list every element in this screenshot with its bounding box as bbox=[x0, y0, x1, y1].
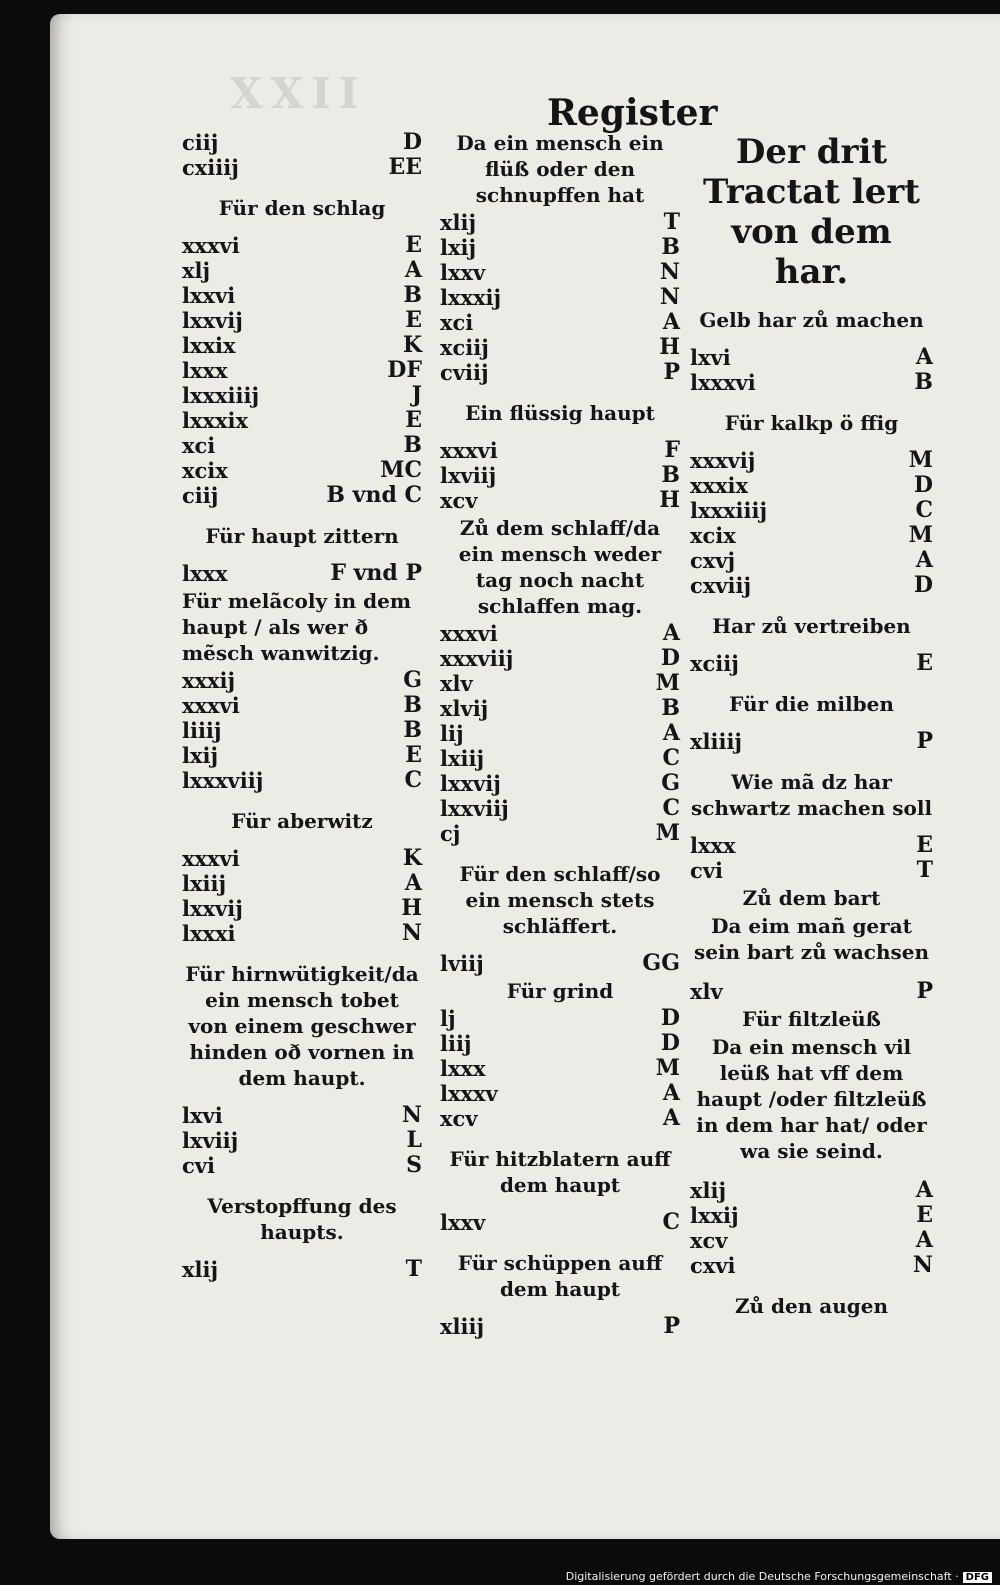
register-entry bbox=[440, 746, 680, 771]
section-letter: M bbox=[908, 522, 933, 548]
section-letter: C bbox=[404, 767, 422, 793]
section-letter: B bbox=[403, 717, 422, 743]
register-entry bbox=[690, 498, 933, 523]
section-letter: N bbox=[659, 259, 680, 285]
register-heading: Da eim mañ gerat sein bart zů wachsen bbox=[693, 914, 930, 964]
register-entry bbox=[440, 821, 680, 846]
register-heading: Der drit Tractat lert von dem har. bbox=[703, 132, 920, 292]
register-entry bbox=[182, 1103, 422, 1128]
register-entry bbox=[182, 846, 422, 871]
folio-number: lxij bbox=[440, 235, 477, 260]
register-entry bbox=[440, 438, 680, 463]
folio-number: lxiij bbox=[440, 746, 485, 771]
section-letter: P bbox=[916, 728, 933, 754]
folio-number: ciij bbox=[182, 483, 219, 508]
folio-number: xcv bbox=[690, 1228, 728, 1253]
folio-number: lxxviij bbox=[440, 796, 509, 821]
folio-number: lxxxvi bbox=[690, 370, 756, 395]
section-letter: T bbox=[663, 209, 680, 235]
register-heading: Für filtzleüß bbox=[742, 1007, 881, 1031]
section-letter: H bbox=[659, 334, 680, 360]
section-letter: N bbox=[401, 920, 422, 946]
folio-number: xxxvi bbox=[440, 621, 498, 646]
section-letter: T bbox=[405, 1256, 422, 1282]
section-letter: A bbox=[662, 1105, 680, 1131]
register-heading: Für haupt zittern bbox=[205, 524, 399, 548]
register-entry bbox=[440, 488, 680, 513]
section-letter: M bbox=[655, 670, 680, 696]
section-letter: D bbox=[660, 645, 680, 671]
section-letter: F bbox=[664, 437, 680, 463]
folio-number: cviij bbox=[440, 360, 489, 385]
register-heading: Für hitzblatern auff dem haupt bbox=[449, 1147, 671, 1197]
register-entry bbox=[182, 458, 422, 483]
folio-number: xciij bbox=[690, 651, 739, 676]
page-title: Register bbox=[547, 92, 718, 134]
register-entry bbox=[440, 1006, 680, 1031]
register-entry bbox=[440, 463, 680, 488]
folio-number: cxvi bbox=[690, 1253, 736, 1278]
register-heading: Gelb har zů machen bbox=[699, 308, 924, 332]
register-entry bbox=[182, 1153, 422, 1178]
folio-number: xlj bbox=[182, 258, 211, 283]
register-entry bbox=[690, 858, 933, 883]
register-entry bbox=[182, 383, 422, 408]
section-letter: E bbox=[405, 742, 422, 768]
register-entry bbox=[182, 693, 422, 718]
folio-number: lxxxiiij bbox=[690, 498, 768, 523]
register-entry bbox=[690, 370, 933, 395]
register-heading: Har zů vertreiben bbox=[712, 614, 911, 638]
register-entry bbox=[440, 285, 680, 310]
register-entry bbox=[182, 1257, 422, 1282]
folio-number: xcv bbox=[440, 1106, 478, 1131]
folio-number: cvi bbox=[182, 1153, 215, 1178]
register-heading: Für den schlaff/so ein mensch stets schläffert. bbox=[459, 862, 661, 938]
register-heading: Ein flüssig haupt bbox=[465, 401, 655, 425]
folio-number: xliiij bbox=[690, 729, 743, 754]
register-entry bbox=[440, 771, 680, 796]
folio-number: xlij bbox=[690, 1178, 727, 1203]
folio-number: lxxix bbox=[182, 333, 236, 358]
section-letter: A bbox=[915, 344, 933, 370]
folio-number: xci bbox=[182, 433, 216, 458]
section-letter: D bbox=[660, 1005, 680, 1031]
register-heading: Für kalkp ö ffig bbox=[724, 411, 899, 435]
section-letter: P bbox=[916, 978, 933, 1004]
register-entry bbox=[182, 896, 422, 921]
folio-number: cxviij bbox=[690, 573, 752, 598]
folio-number: lxxx bbox=[182, 561, 228, 586]
register-entry bbox=[690, 651, 933, 676]
section-letter: E bbox=[405, 232, 422, 258]
register-entry bbox=[690, 1228, 933, 1253]
folio-number: lxviij bbox=[440, 463, 497, 488]
folio-number: lxvi bbox=[182, 1103, 223, 1128]
folio-number: lxxv bbox=[440, 260, 486, 285]
register-heading: Wie mã dz har schwartz machen soll bbox=[690, 770, 933, 820]
folio-number: cxvj bbox=[690, 548, 736, 573]
register-column-3 bbox=[690, 128, 933, 1331]
folio-number: xlv bbox=[440, 671, 473, 696]
folio-number: lxxv bbox=[440, 1210, 486, 1235]
register-entry bbox=[182, 283, 422, 308]
section-letter: A bbox=[404, 870, 422, 896]
folio-number: xcix bbox=[182, 458, 228, 483]
register-entry bbox=[182, 871, 422, 896]
register-entry bbox=[690, 1203, 933, 1228]
register-heading: Für die milben bbox=[729, 692, 894, 716]
register-heading: Da ein mensch ein flüß oder den schnupffen hat bbox=[456, 131, 664, 207]
section-letter: S bbox=[406, 1152, 422, 1178]
folio-number: liij bbox=[440, 1031, 472, 1056]
register-heading: Für hirnwütigkeit/da ein mensch tobet von einem geschwer hinden oð vornen in dem haupt. bbox=[185, 962, 419, 1090]
bleed-through-text: XXII bbox=[230, 69, 367, 118]
register-entry bbox=[182, 483, 422, 508]
section-letter: A bbox=[662, 309, 680, 335]
folio-number: lxxx bbox=[440, 1056, 486, 1081]
register-entry bbox=[690, 1253, 933, 1278]
section-letter: EE bbox=[388, 154, 422, 180]
section-letter: N bbox=[659, 284, 680, 310]
register-entry bbox=[182, 333, 422, 358]
section-letter: C bbox=[915, 497, 933, 523]
register-entry bbox=[440, 646, 680, 671]
folio-number: cj bbox=[440, 821, 461, 846]
section-letter: A bbox=[915, 1177, 933, 1203]
folio-number: xxxij bbox=[182, 668, 236, 693]
register-heading: Für melãcoly in dem haupt / als wer ð mẽsch wanwitzig. bbox=[182, 589, 412, 665]
register-heading: Für aberwitz bbox=[231, 809, 373, 833]
register-heading: Da ein mensch vil leüß hat vff dem haupt /oder filtzleüß in dem har hat/ oder wa sie seind. bbox=[696, 1035, 927, 1163]
folio-number: xxxvij bbox=[690, 448, 756, 473]
dfg-logo: DFG bbox=[963, 1572, 992, 1583]
folio-number: xxxvi bbox=[182, 693, 240, 718]
register-entry bbox=[690, 345, 933, 370]
folio-number: lxxx bbox=[690, 833, 736, 858]
register-entry bbox=[182, 233, 422, 258]
section-letter: L bbox=[406, 1127, 422, 1153]
section-letter: B bbox=[403, 692, 422, 718]
section-letter: M bbox=[908, 447, 933, 473]
folio-number: xxxvi bbox=[182, 233, 240, 258]
register-entry bbox=[182, 258, 422, 283]
register-entry bbox=[182, 668, 422, 693]
register-entry bbox=[690, 573, 933, 598]
register-entry bbox=[182, 358, 422, 383]
folio-number: lxxxiiij bbox=[182, 383, 260, 408]
register-entry bbox=[440, 210, 680, 235]
register-entry bbox=[182, 921, 422, 946]
register-entry bbox=[182, 768, 422, 793]
register-entry bbox=[440, 235, 680, 260]
folio-number: xcv bbox=[440, 488, 478, 513]
section-letter: B bbox=[403, 432, 422, 458]
register-entry bbox=[690, 729, 933, 754]
register-column-2 bbox=[440, 128, 680, 1339]
section-letter: N bbox=[912, 1252, 933, 1278]
section-letter: D bbox=[913, 472, 933, 498]
folio-number: xcix bbox=[690, 523, 736, 548]
section-letter: A bbox=[662, 620, 680, 646]
section-letter: M bbox=[655, 1055, 680, 1081]
folio-number: xlij bbox=[182, 1257, 219, 1282]
folio-number: lxxvij bbox=[182, 896, 243, 921]
register-entry bbox=[690, 1178, 933, 1203]
section-letter: E bbox=[916, 650, 933, 676]
folio-number: xlij bbox=[440, 210, 477, 235]
section-letter: G bbox=[661, 770, 680, 796]
folio-number: xliij bbox=[440, 1314, 485, 1339]
section-letter: A bbox=[662, 720, 680, 746]
folio-number: cxiiij bbox=[182, 155, 239, 180]
section-letter: B bbox=[661, 695, 680, 721]
folio-number: lviij bbox=[440, 951, 484, 976]
register-entry bbox=[690, 448, 933, 473]
register-entry bbox=[440, 1210, 680, 1235]
register-entry bbox=[440, 1081, 680, 1106]
section-letter: A bbox=[404, 257, 422, 283]
section-letter: J bbox=[411, 382, 422, 408]
folio-number: lxxx bbox=[182, 358, 228, 383]
section-letter: K bbox=[402, 332, 422, 358]
register-entry bbox=[440, 796, 680, 821]
folio-number: xlvij bbox=[440, 696, 489, 721]
folio-number: xxxvi bbox=[440, 438, 498, 463]
register-entry bbox=[440, 621, 680, 646]
folio-number: xxxvi bbox=[182, 846, 240, 871]
folio-number: liiij bbox=[182, 718, 222, 743]
register-entry bbox=[690, 548, 933, 573]
section-letter: GG bbox=[642, 950, 680, 976]
section-letter: D bbox=[402, 129, 422, 155]
folio-number: lxviij bbox=[182, 1128, 239, 1153]
folio-number: lxxxij bbox=[440, 285, 502, 310]
section-letter: A bbox=[915, 1227, 933, 1253]
footer-credit bbox=[566, 1570, 992, 1583]
footer-text: Digitalisierung gefördert durch die Deutsche Forschungsgemeinschaft · bbox=[565, 1570, 959, 1583]
register-entry bbox=[690, 523, 933, 548]
section-letter: H bbox=[659, 487, 680, 513]
folio-number: xxxix bbox=[690, 473, 749, 498]
section-letter: A bbox=[662, 1080, 680, 1106]
register-entry bbox=[690, 979, 933, 1004]
register-heading: Zů den augen bbox=[734, 1294, 889, 1318]
section-letter: E bbox=[405, 307, 422, 333]
register-entry bbox=[440, 310, 680, 335]
section-letter: C bbox=[662, 1209, 680, 1235]
register-entry bbox=[440, 696, 680, 721]
section-letter: C bbox=[662, 795, 680, 821]
section-letter: G bbox=[403, 667, 422, 693]
register-entry bbox=[440, 335, 680, 360]
section-letter: P bbox=[663, 1313, 680, 1339]
section-letter: E bbox=[916, 832, 933, 858]
folio-number: xxxviij bbox=[440, 646, 514, 671]
register-entry bbox=[440, 360, 680, 385]
register-column-1 bbox=[182, 130, 422, 1282]
section-letter: F vnd P bbox=[330, 560, 422, 586]
folio-number: lxxxviij bbox=[182, 768, 264, 793]
folio-number: lxxvij bbox=[440, 771, 501, 796]
section-letter: B vnd C bbox=[326, 482, 422, 508]
section-letter: C bbox=[662, 745, 680, 771]
register-entry bbox=[182, 433, 422, 458]
section-letter: MC bbox=[380, 457, 422, 483]
section-letter: M bbox=[655, 820, 680, 846]
folio-number: lxxvi bbox=[182, 283, 236, 308]
folio-number: xciij bbox=[440, 335, 489, 360]
folio-number: lxxxv bbox=[440, 1081, 498, 1106]
folio-number: lxiij bbox=[182, 871, 227, 896]
register-heading: Für schüppen auff dem haupt bbox=[457, 1251, 663, 1301]
folio-number: lxxxi bbox=[182, 921, 236, 946]
register-entry bbox=[182, 561, 422, 586]
folio-number: lxvi bbox=[690, 345, 731, 370]
register-entry bbox=[182, 743, 422, 768]
section-letter: B bbox=[403, 282, 422, 308]
register-heading: Zů dem bart bbox=[742, 886, 881, 910]
section-letter: D bbox=[913, 572, 933, 598]
section-letter: A bbox=[915, 547, 933, 573]
folio-number: lxij bbox=[182, 743, 219, 768]
register-entry bbox=[440, 1056, 680, 1081]
register-entry bbox=[690, 833, 933, 858]
folio-number: lxxij bbox=[690, 1203, 739, 1228]
section-letter: N bbox=[401, 1102, 422, 1128]
section-letter: B bbox=[661, 234, 680, 260]
folio-number: lxxxix bbox=[182, 408, 249, 433]
register-entry bbox=[440, 1314, 680, 1339]
section-letter: H bbox=[401, 895, 422, 921]
register-heading: Zů dem schlaff/da ein mensch weder tag noch nacht schlaffen mag. bbox=[458, 516, 662, 618]
register-entry bbox=[182, 1128, 422, 1153]
section-letter: E bbox=[405, 407, 422, 433]
folio-number: lxxvij bbox=[182, 308, 243, 333]
folio-number: xlv bbox=[690, 979, 723, 1004]
register-entry bbox=[440, 721, 680, 746]
register-entry bbox=[182, 130, 422, 155]
register-entry bbox=[440, 671, 680, 696]
section-letter: B bbox=[914, 369, 933, 395]
section-letter: B bbox=[661, 462, 680, 488]
register-entry bbox=[182, 408, 422, 433]
register-entry bbox=[182, 718, 422, 743]
section-letter: D bbox=[660, 1030, 680, 1056]
register-heading: Für den schlag bbox=[218, 196, 386, 220]
folio-number: lj bbox=[440, 1006, 456, 1031]
folio-number: cvi bbox=[690, 858, 723, 883]
register-entry bbox=[440, 260, 680, 285]
section-letter: P bbox=[663, 359, 680, 385]
register-entry bbox=[690, 473, 933, 498]
register-entry bbox=[182, 155, 422, 180]
section-letter: T bbox=[916, 857, 933, 883]
register-heading: Für grind bbox=[506, 979, 614, 1003]
section-letter: K bbox=[402, 845, 422, 871]
section-letter: E bbox=[916, 1202, 933, 1228]
folio-number: xci bbox=[440, 310, 474, 335]
register-heading: Verstopffung des haupts. bbox=[207, 1194, 397, 1244]
register-entry bbox=[440, 1031, 680, 1056]
register-entry bbox=[440, 951, 680, 976]
folio-number: ciij bbox=[182, 130, 219, 155]
section-letter: DF bbox=[387, 357, 422, 383]
folio-number: lij bbox=[440, 721, 464, 746]
register-entry bbox=[440, 1106, 680, 1131]
register-entry bbox=[182, 308, 422, 333]
